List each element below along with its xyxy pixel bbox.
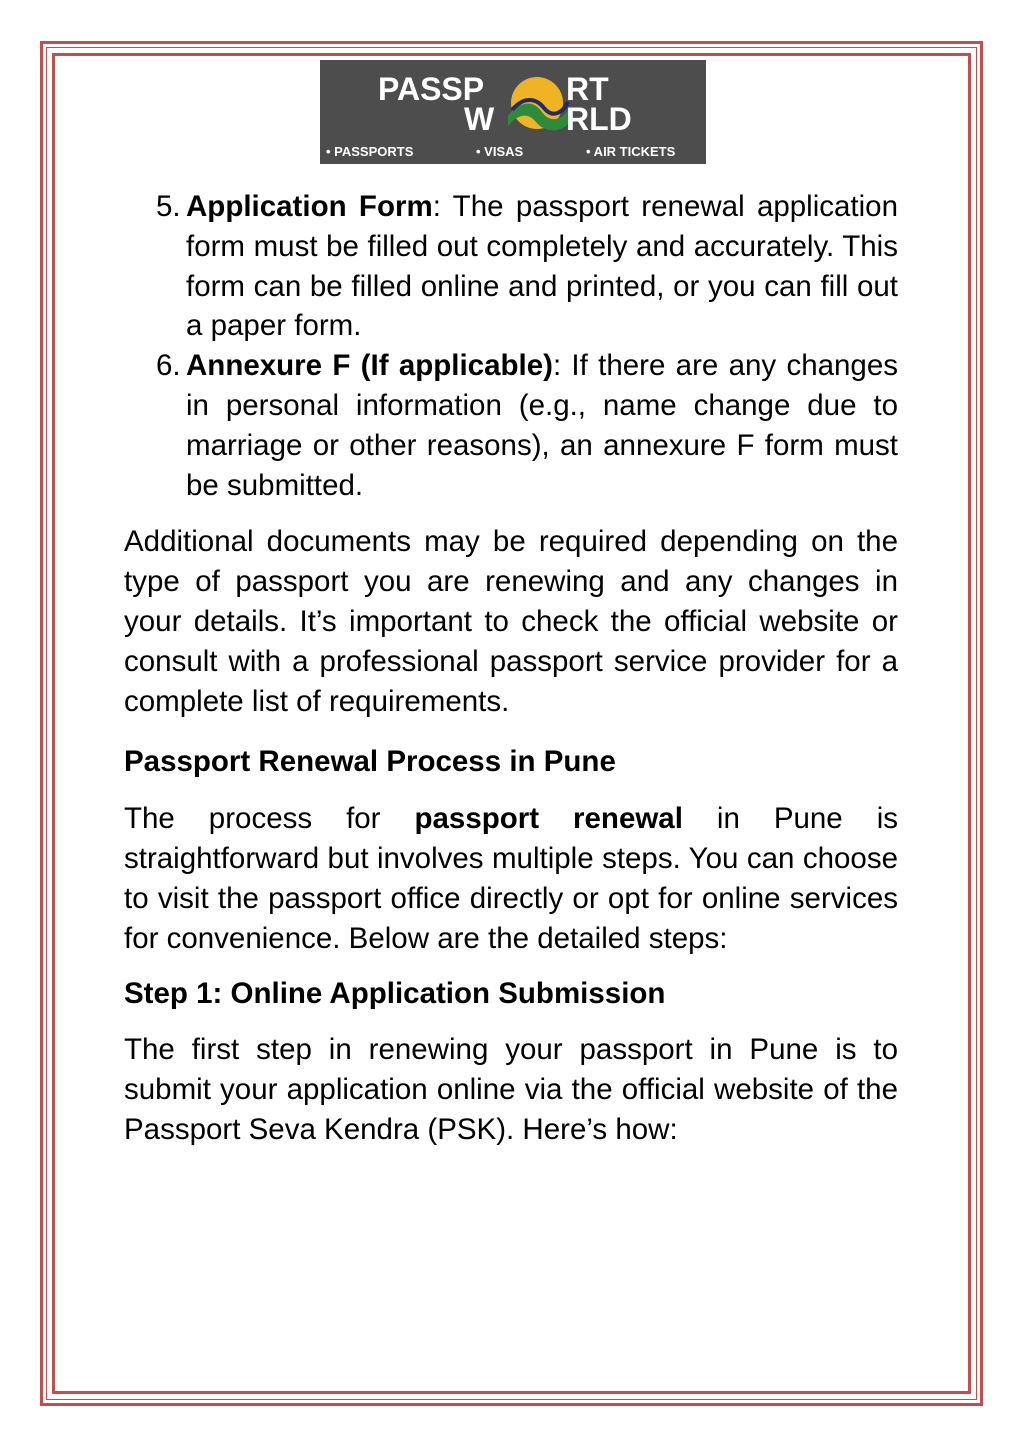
logo-text-rt: RT	[566, 71, 609, 107]
process-paragraph: The process for passport renewal in Pune is straightforward but involves multiple steps. You can choose to visit the passport office directly or opt for online services for convenience. Below are the detailed steps:	[124, 802, 898, 955]
list-item	[124, 346, 898, 505]
list-item-title: Annexure F (If applicable)	[186, 349, 553, 383]
requirements-list	[124, 187, 898, 505]
section-heading-step1: Step 1: Online Application Submission	[124, 977, 666, 1011]
additional-documents-paragraph: Additional documents may be required depending on the type of passport you are renewing and any changes in your details. It’s important to check the official website or consult with a professional passport service provider for a complete list of requirements.	[124, 525, 898, 718]
logo-service-visas: • VISAS	[476, 144, 524, 159]
step1-paragraph: The first step in renewing your passport in Pune is to submit your application online via the official website of the Passport Seva Kendra (PSK). Here’s how:	[124, 1033, 898, 1146]
process-paragraph-bold: passport renewal	[414, 802, 683, 836]
logo-text-passp: PASSP	[378, 71, 485, 107]
document-body	[124, 187, 898, 1150]
list-number: 6.	[156, 349, 181, 383]
logo-service-air-tickets: • AIR TICKETS	[586, 144, 676, 159]
section-heading-process: Passport Renewal Process in Pune	[124, 745, 616, 779]
passport-world-logo	[320, 60, 706, 164]
list-number: 5.	[156, 190, 181, 223]
list-item-title: Application Form	[186, 190, 433, 223]
logo-text-w: W	[464, 101, 495, 137]
logo-text-rld: RLD	[566, 101, 632, 137]
list-item-text: : The passport renewal application form must be filled out completely and accurately. This form can be filled online and printed, or you can fill out a paper form.	[186, 190, 898, 343]
logo-service-passports: • PASSPORTS	[326, 144, 414, 159]
list-item	[124, 187, 898, 346]
list-item-text: : If there are any changes in personal information (e.g., name change due to marriage or other reasons), an annexure F form must be submitted.	[186, 349, 898, 502]
